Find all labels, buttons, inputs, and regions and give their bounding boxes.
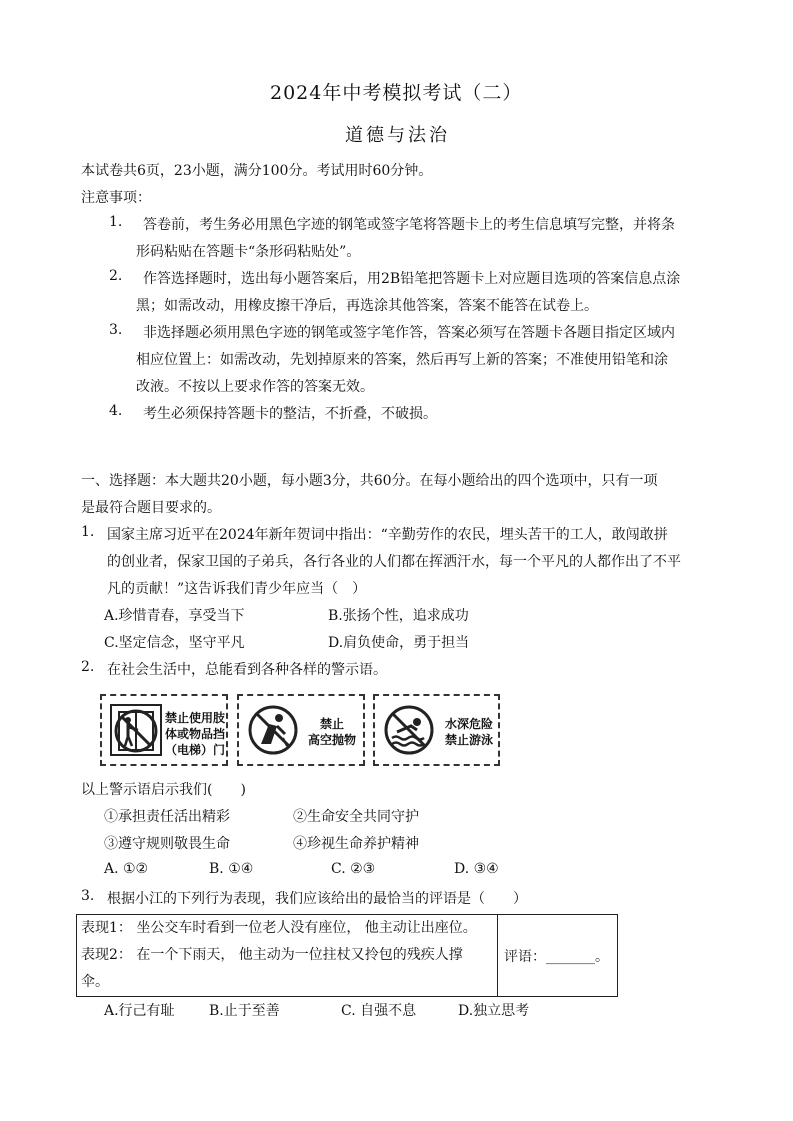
- option-a: A. ①②: [104, 861, 149, 877]
- behavior-line: 伞。: [81, 974, 109, 990]
- notice-line: 形码粘贴在答题卡“条形码粘贴处”。: [136, 244, 361, 260]
- behavior-line: 表现1： 坐公交车时看到一位老人没有座位， 他主动让出座位。: [81, 920, 477, 936]
- question-stem-line: 国家主席习近平在2024年新年贺词中指出：“辛勤劳作的农民，埋头苦干的工人，敢闯敢拼: [107, 527, 668, 543]
- notice-number: 4.: [109, 403, 123, 419]
- notice-line: 答卷前，考生务必用黑色字迹的钢笔或签字笔将答题卡上的考生信息填写完整，并将条: [143, 217, 675, 233]
- notice-line: 黑；如需改动，用橡皮擦干净后，再选涂其他答案，答案不能答在试卷上。: [136, 298, 598, 314]
- statement-2: ②生命安全共同守护: [293, 809, 419, 825]
- warning-sign-swimming: [373, 694, 500, 766]
- sign-text-line: 禁止游泳: [444, 733, 493, 747]
- sign-text-line: （电梯）门: [164, 743, 225, 757]
- behavior-cell: [77, 915, 498, 997]
- option-d: D. ③④: [454, 861, 499, 877]
- option-c: C.坚定信念，坚守平凡: [104, 635, 245, 651]
- option-c: C. ②③: [331, 861, 376, 877]
- sign-text: [164, 710, 226, 758]
- notice-line: 作答选择题时，选出每小题答案后，用2B铅笔把答题卡上对应题目选项的答案信息点涂: [143, 271, 681, 287]
- notice-number: 3.: [109, 322, 123, 338]
- exam-title: 2024年中考模拟考试（二）: [270, 82, 523, 104]
- question-stem-line: 的创业者，保家卫国的子弟兵，各行各业的人们都在挥洒汗水，每一个平凡的人都作出了不平: [107, 554, 681, 570]
- question-number: 1.: [81, 524, 95, 540]
- sign-text: [301, 716, 363, 748]
- option-c: C. 自强不息: [341, 1003, 417, 1019]
- sign-text-line: 高空抛物: [307, 733, 356, 747]
- sign-text-line: 禁止使用肢: [164, 711, 225, 725]
- no-throwing-objects-icon: [247, 704, 299, 756]
- option-b: B.止于至善: [209, 1003, 280, 1019]
- option-a: A.行己有耻: [104, 1003, 175, 1019]
- option-d: D.肩负使命，勇于担当: [328, 635, 470, 651]
- section-heading: 是最符合题目要求的。: [81, 500, 221, 516]
- exam-summary: 本试卷共6页，23小题，满分100分。考试用时60分钟。: [81, 163, 433, 179]
- question-number: 2.: [81, 659, 95, 675]
- section-heading: 一、选择题：本大题共20小题，每小题3分，共60分。在每小题给出的四个选项中，只有一项: [81, 473, 658, 489]
- statement-1: ①承担责任活出精彩: [104, 809, 230, 825]
- question-prompt: 以上警示语启示我们( ): [81, 782, 246, 798]
- sign-text-line: 体或物品挡: [164, 727, 225, 741]
- notice-number: 1.: [109, 214, 123, 230]
- statement-4: ④珍视生命养护精神: [293, 836, 419, 852]
- warning-sign-elevator: [100, 694, 228, 766]
- comment-cell: [498, 915, 618, 997]
- subject-title: 道德与法治: [345, 125, 450, 146]
- statement-3: ③遵守规则敬畏生命: [104, 836, 230, 852]
- no-elevator-blocking-icon: [110, 704, 162, 756]
- notice-line: 非选择题必须用黑色字迹的钢笔或签字笔作答，答案必须写在答题卡各题目指定区域内: [143, 325, 675, 341]
- notice-line: 考生必须保持答题卡的整洁，不折叠，不破损。: [143, 406, 437, 422]
- notice-heading: 注意事项：: [81, 190, 151, 206]
- question-stem: 在社会生活中，总能看到各种各样的警示语。: [107, 662, 387, 678]
- option-b: B. ①④: [209, 861, 254, 877]
- question-number: 3.: [81, 888, 95, 904]
- question-stem: 根据小江的下列行为表现，我们应该给出的最恰当的评语是（ ）: [107, 891, 527, 907]
- sign-text-line: 禁止: [319, 717, 344, 731]
- notice-line: 相应位置上：如需改动，先划掉原来的答案，然后再写上新的答案；不准使用铅笔和涂: [136, 352, 668, 368]
- notice-line: 改液。不按以上要求作答的答案无效。: [136, 379, 374, 395]
- notice-number: 2.: [109, 268, 123, 284]
- sign-text: [439, 716, 499, 748]
- question-stem-line: 凡的贡献！”这告诉我们青少年应当（ ）: [107, 581, 367, 597]
- behavior-line: 表现2： 在一个下雨天， 他主动为一位拄杖又拎包的残疾人撑: [81, 947, 463, 963]
- option-a: A.珍惜青春，享受当下: [104, 608, 245, 624]
- sign-text-line: 水深危险: [444, 717, 493, 731]
- comment-blank: 评语：_______。: [504, 948, 609, 965]
- warning-sign-throwing: [237, 694, 365, 766]
- no-swimming-icon: [383, 704, 435, 756]
- option-d: D.独立思考: [458, 1003, 530, 1019]
- behavior-table: [76, 914, 618, 997]
- option-b: B.张扬个性，追求成功: [328, 608, 469, 624]
